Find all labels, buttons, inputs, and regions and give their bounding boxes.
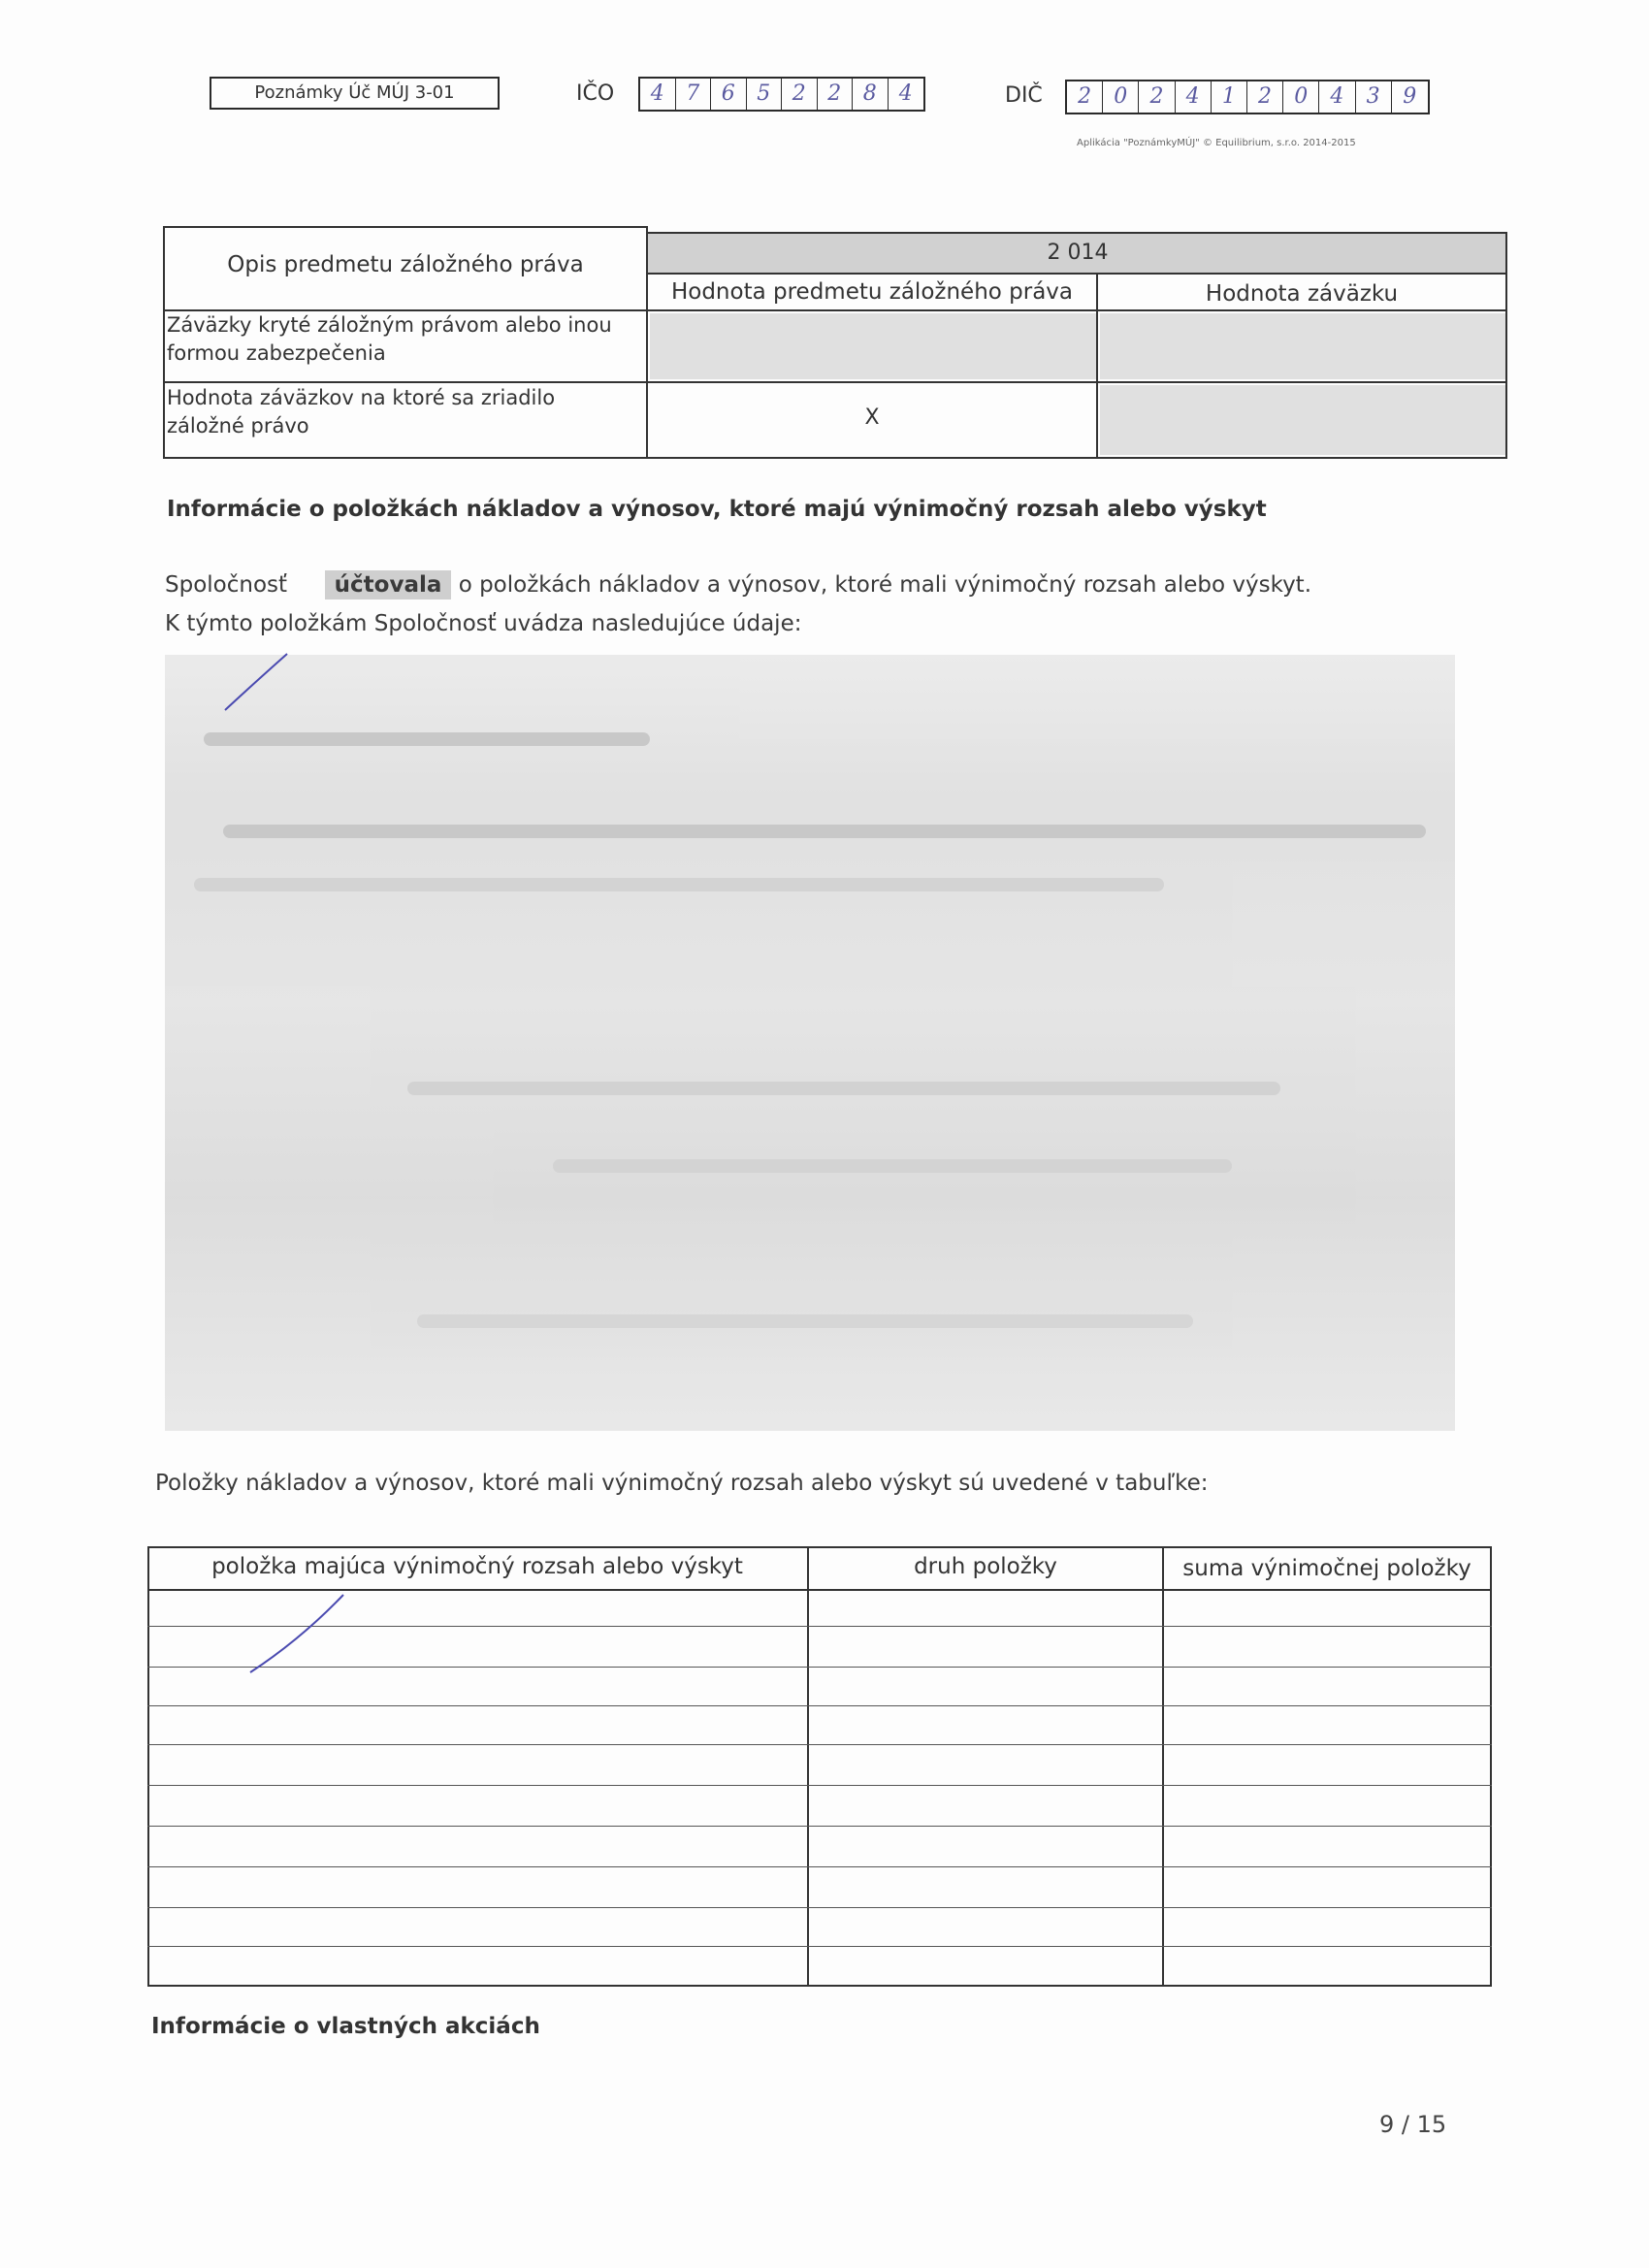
dic-label: DIČ	[1005, 83, 1043, 108]
table-row	[147, 1946, 1492, 1947]
digit-box: 8	[853, 79, 889, 110]
row-label-liabilities-pledged: Hodnota záväzkov na ktoré sa zriadilo záložné právo	[167, 386, 556, 437]
col-header-item: položka majúca výnimočný rozsah alebo výskyt	[211, 1554, 743, 1579]
digit-box: 4	[1176, 81, 1212, 113]
col-header-liability-value: Hodnota záväzku	[1205, 281, 1399, 307]
col-header-amount: suma výnimočnej položky	[1182, 1556, 1471, 1581]
digit-box: 2	[818, 79, 854, 110]
col-header-description: Opis predmetu záložného práva	[227, 252, 584, 277]
digit-box: 6	[711, 79, 747, 110]
table-row	[147, 1705, 1492, 1706]
shaded-cell	[1100, 313, 1505, 379]
table-row	[147, 1744, 1492, 1745]
ico-digits	[638, 77, 925, 112]
digit-box: 0	[1283, 81, 1319, 113]
own-shares-heading: Informácie o vlastných akciách	[151, 2014, 540, 2039]
col-header-type: druh položky	[914, 1554, 1057, 1579]
table-row	[147, 1826, 1492, 1827]
items-table-intro: Položky nákladov a výnosov, ktoré mali výnimočný rozsah alebo výskyt sú uvedené v tabuľke:	[155, 1471, 1209, 1496]
handwritten-strike-mark	[213, 650, 301, 718]
digit-box: 4	[640, 79, 676, 110]
shaded-cell	[650, 313, 1096, 379]
exceptional-sentence: Spoločnosť účtovala o položkách nákladov a výnosov, ktoré mali výnimočný rozsah alebo výskyt.	[165, 572, 1312, 598]
accounted-word: účtovala	[325, 570, 452, 599]
ico-label: IČO	[576, 81, 615, 106]
digit-box: 9	[1403, 84, 1417, 109]
faded-text-area	[165, 655, 1455, 1431]
year-header: 2 014	[1047, 241, 1109, 265]
digit-box: 2	[782, 79, 818, 110]
table-row	[147, 1785, 1492, 1786]
pledge-value-x: X	[864, 405, 880, 430]
digit-box: 1	[1212, 81, 1247, 113]
digit-box: 4	[1319, 81, 1355, 113]
pledge-table	[163, 226, 1507, 459]
dic-digits	[1065, 80, 1430, 114]
col-header-pledge-value: Hodnota predmetu záložného práva	[670, 279, 1074, 305]
digit-box: 0	[1103, 81, 1139, 113]
digit-box: 4	[898, 81, 913, 106]
handwritten-strike-mark	[242, 1591, 349, 1678]
intro-line: K týmto položkám Spoločnosť uvádza nasledujúce údaje:	[165, 611, 802, 636]
row-label-secured-liabilities: Záväzky kryté záložným právom alebo inou formou zabezpečenia	[167, 313, 612, 365]
copyright-note: Aplikácia "PoznámkyMÚJ" © Equilibrium, s.r.o. 2014-2015	[1077, 138, 1356, 148]
page-number: 9 / 15	[1379, 2111, 1447, 2138]
table-row	[147, 1907, 1492, 1908]
table-row	[147, 1866, 1492, 1867]
shaded-cell	[1100, 385, 1505, 455]
form-code: Poznámky Úč MÚJ 3-01	[210, 77, 500, 110]
exceptional-items-heading: Informácie o položkách nákladov a výnosov, ktoré majú výnimočný rozsah alebo výskyt	[167, 497, 1267, 522]
digit-box: 2	[1139, 81, 1175, 113]
digit-box: 3	[1356, 81, 1392, 113]
digit-box: 5	[747, 79, 783, 110]
digit-box: 7	[676, 79, 712, 110]
digit-box: 2	[1067, 81, 1103, 113]
digit-box: 2	[1247, 81, 1283, 113]
